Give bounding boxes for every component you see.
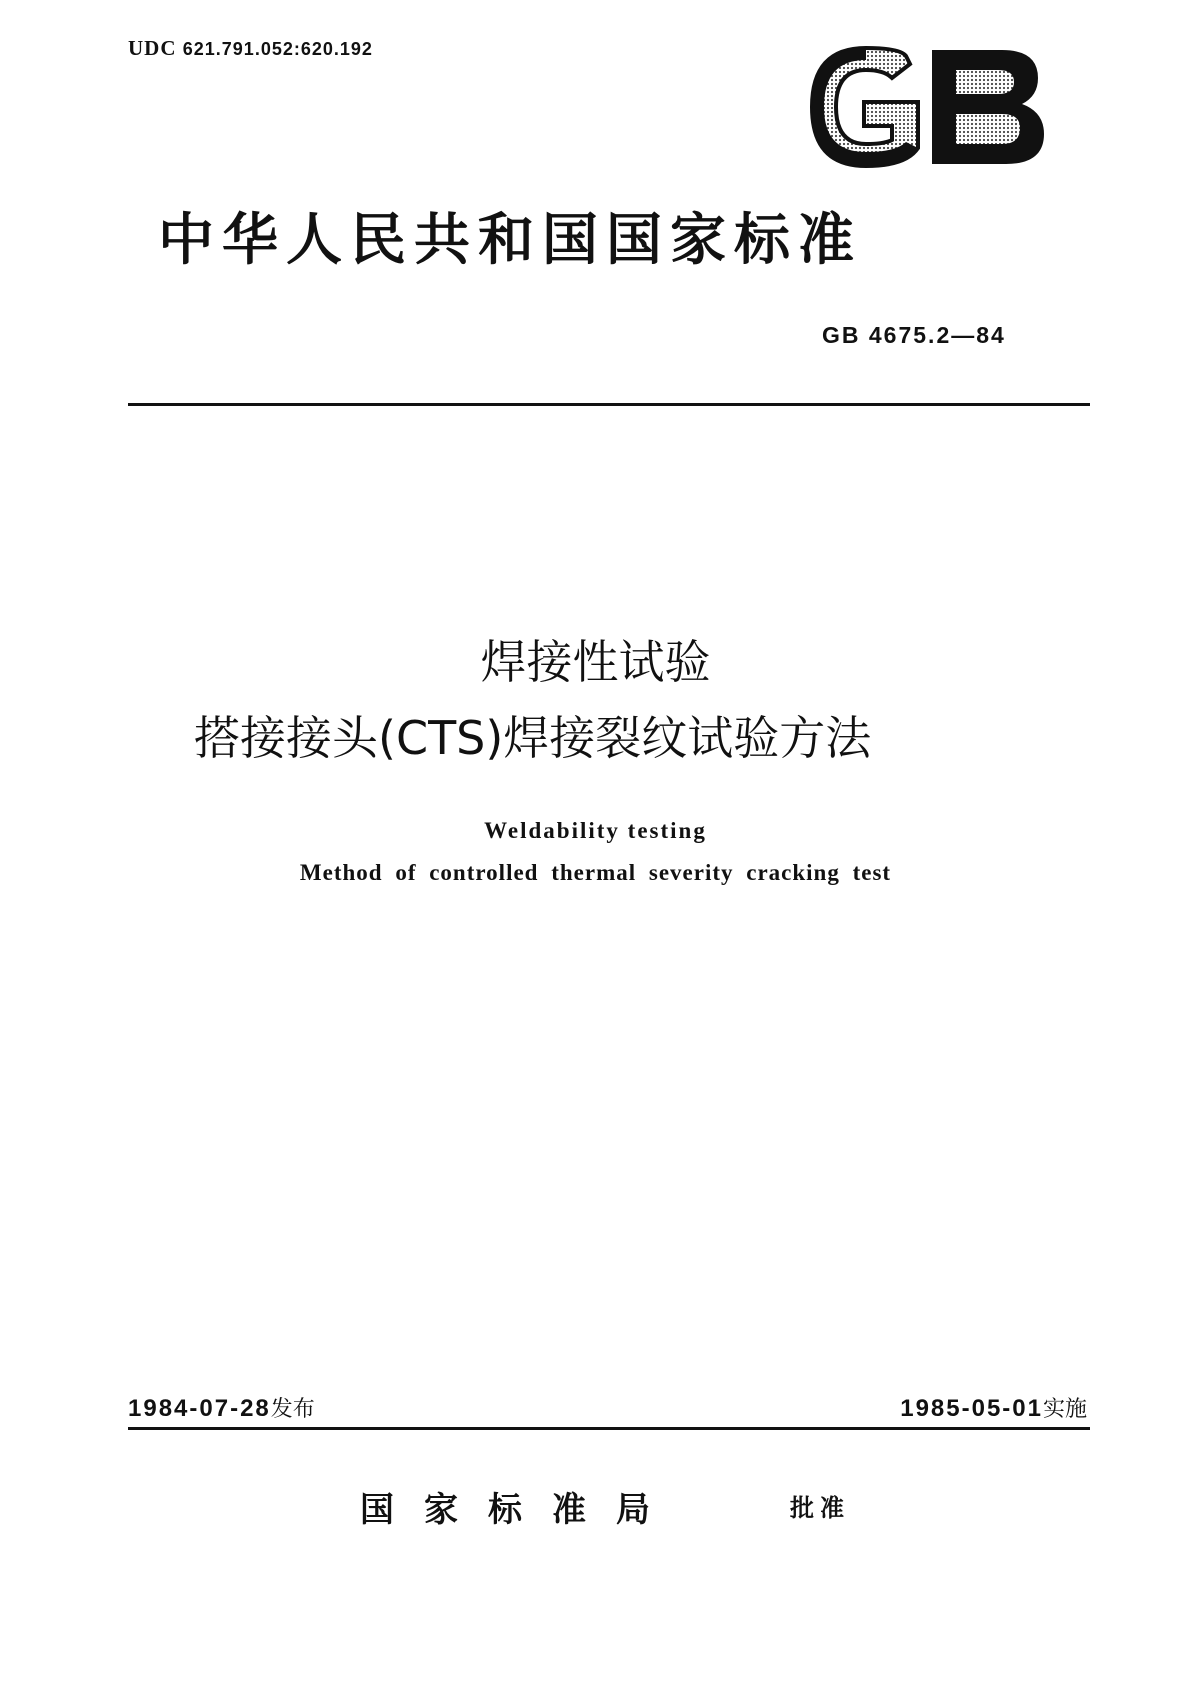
english-title-line-2: Method of controlled thermal severity cracking test — [299, 860, 892, 885]
effective-date-block — [900, 1392, 1087, 1423]
chinese-title-line-1: 焊接性试验 — [480, 635, 711, 689]
top-divider — [128, 403, 1090, 406]
english-title-line-1: Weldability testing — [484, 818, 707, 843]
issue-date-block — [128, 1392, 315, 1423]
effective-date: 1985-05-01 — [900, 1395, 1043, 1422]
chinese-title-line-2: 搭接接头(CTS)焊接裂纹试验方法 — [194, 711, 872, 765]
standard-type-title: 中华人民共和国国家标准 — [158, 208, 862, 273]
udc-number: 621.791.052:620.192 — [182, 39, 373, 59]
effective-label: 实施 — [1042, 1397, 1087, 1422]
issuing-authority: 国家标准局 — [360, 1490, 680, 1530]
udc-classification — [128, 36, 373, 61]
bottom-divider — [128, 1427, 1090, 1430]
issue-label: 发布 — [270, 1397, 315, 1422]
issue-date: 1984-07-28 — [128, 1395, 271, 1422]
gb-logo-icon — [806, 46, 1046, 168]
udc-prefix: UDC — [128, 36, 177, 60]
approved-label: 批准 — [790, 1494, 850, 1522]
standard-code: GB 4675.2—84 — [822, 322, 1006, 348]
